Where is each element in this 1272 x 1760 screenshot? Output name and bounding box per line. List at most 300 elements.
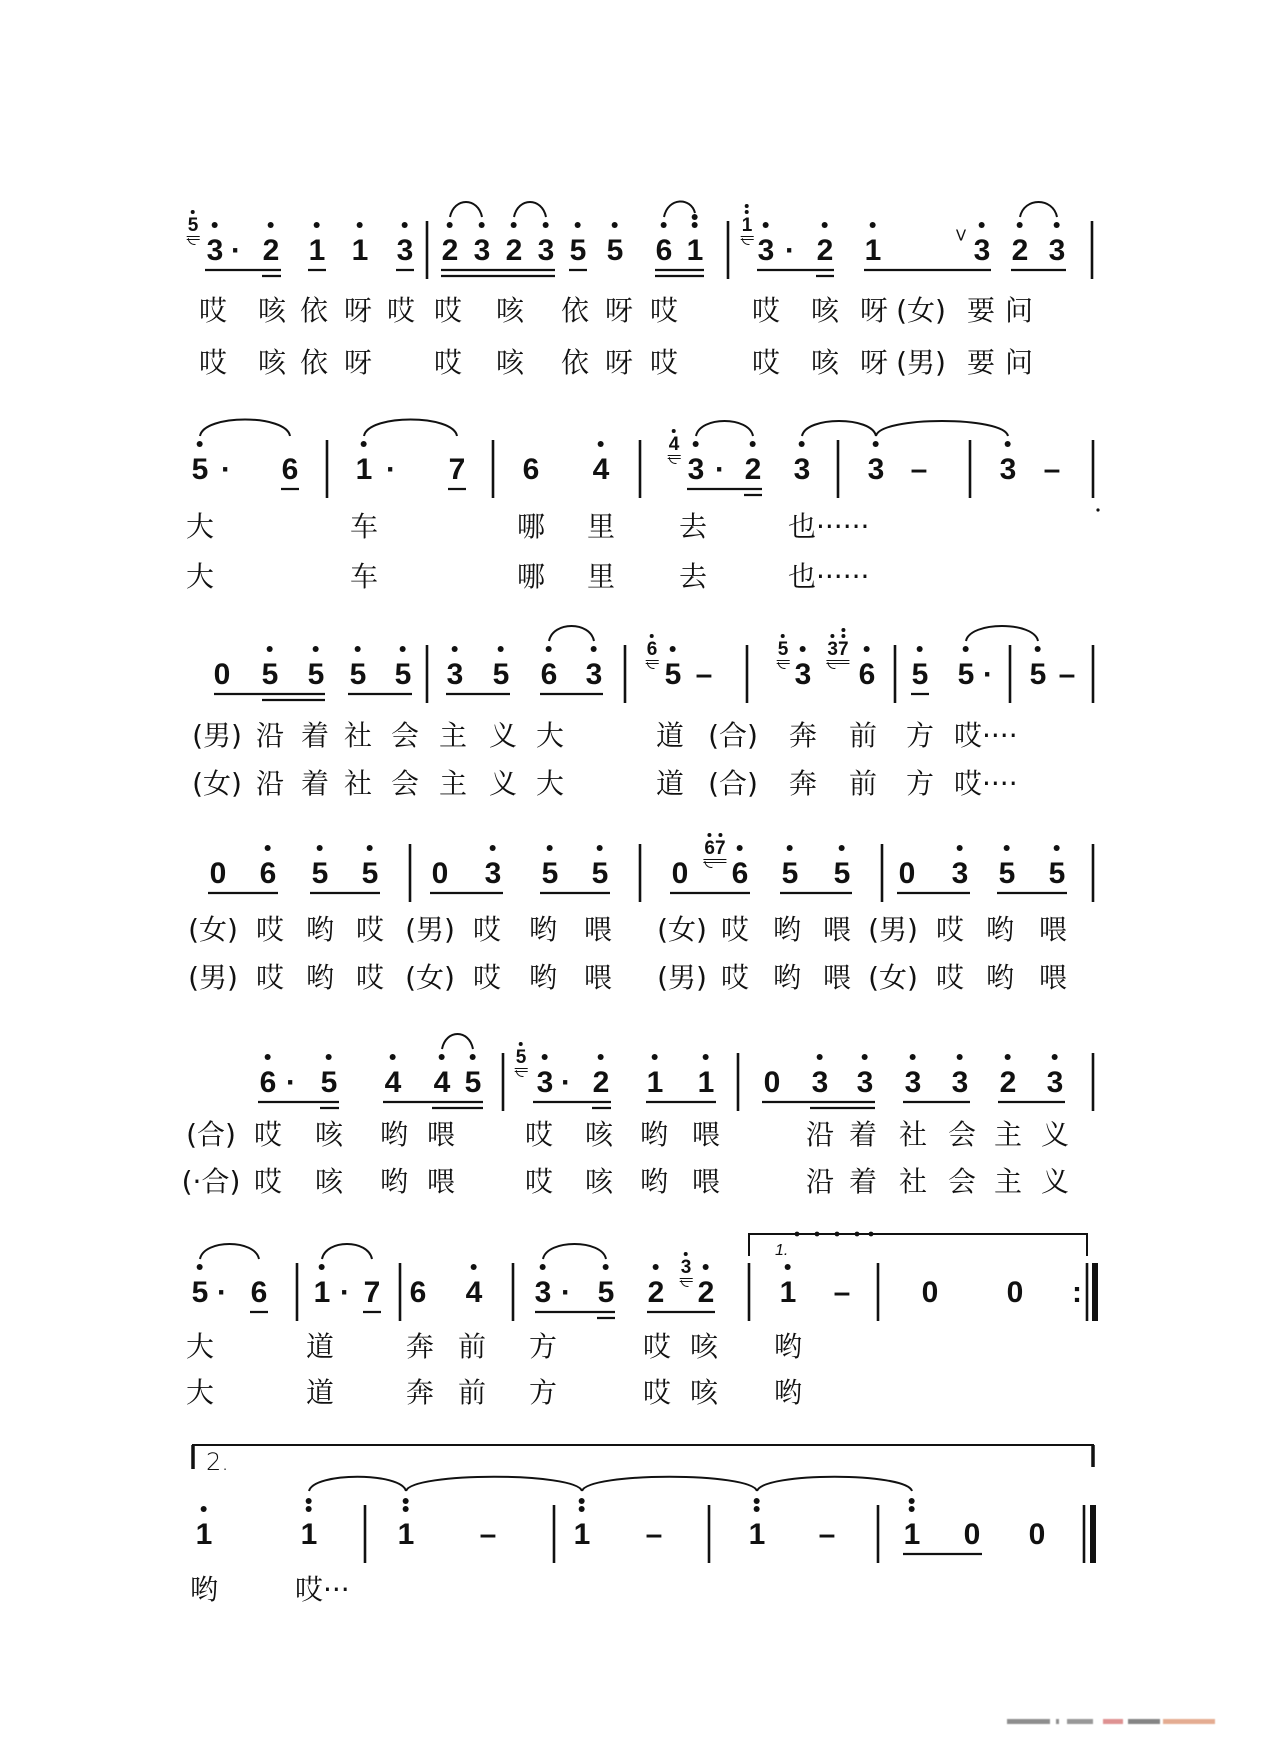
lyric-voice-part: (男) <box>192 719 242 752</box>
lyric: 喂 <box>583 913 613 946</box>
lyric-voice-part: (男) <box>188 961 238 994</box>
note: 5 <box>261 658 279 691</box>
note: 3 <box>999 453 1017 486</box>
note: 7 <box>448 453 466 486</box>
lyric: 哎 <box>642 1376 672 1409</box>
lyric: 咳 <box>584 1165 614 1198</box>
note: 1 <box>646 1066 664 1099</box>
note: 2 <box>697 1276 715 1309</box>
lyric: 沿 <box>255 719 285 752</box>
lyric: 哟 <box>985 913 1015 946</box>
beam-underlines <box>205 270 1070 1554</box>
lyric: 呀 <box>859 346 889 379</box>
note: 3 <box>473 234 491 267</box>
grace-digit: 4 <box>668 434 680 455</box>
lyric: 道 <box>655 719 685 752</box>
note: 1 <box>686 234 704 267</box>
lyric-voice-part: (女) <box>868 961 918 994</box>
note: 1 <box>397 1518 415 1551</box>
lyric: 哟 <box>639 1118 669 1151</box>
lyric: 方 <box>905 767 935 800</box>
lyric: 里 <box>586 560 616 593</box>
lyric: 主 <box>993 1165 1023 1198</box>
lyric: 哎 <box>524 1118 554 1151</box>
lyric-voice-part: (男) <box>896 346 946 379</box>
grace-note <box>741 216 754 240</box>
lyric: 方 <box>905 719 935 752</box>
lyric: 哎 <box>751 346 781 379</box>
lyric: 咳 <box>689 1376 719 1409</box>
lyric: 依 <box>560 346 590 379</box>
lyric: 呀 <box>343 294 373 327</box>
note: 2 <box>647 1276 665 1309</box>
grace-digit: 3 <box>827 639 838 660</box>
note: 5 <box>541 857 559 890</box>
lyric: 奔 <box>405 1330 435 1363</box>
lyric: 哟 <box>528 913 558 946</box>
grace-digit: 5 <box>515 1047 527 1068</box>
note: 1 <box>313 1276 331 1309</box>
extension-dash: – <box>818 1518 836 1551</box>
note: 6 <box>259 857 277 890</box>
volta-2-label: 2. <box>206 1448 229 1476</box>
lyric: 哎 <box>433 294 463 327</box>
note: 3 <box>973 234 991 267</box>
lyric: 哟 <box>772 913 802 946</box>
lyric: 大 <box>185 560 215 593</box>
note: 2 <box>1011 234 1029 267</box>
lyric: 哟 <box>379 1165 409 1198</box>
note: 5 <box>349 658 367 691</box>
lyric: 哟 <box>773 1376 803 1409</box>
note: 5 <box>911 658 929 691</box>
lyric: 奔 <box>788 719 818 752</box>
note: 2 <box>441 234 459 267</box>
lyric: 车 <box>349 510 379 543</box>
lyric: 咳 <box>257 294 287 327</box>
lyric: 方 <box>528 1330 558 1363</box>
lyric: 前 <box>457 1376 487 1409</box>
note: 4 <box>465 1276 483 1309</box>
augmentation-dot: · <box>983 658 993 691</box>
lyric-voice-part: (女) <box>405 961 455 994</box>
final-barlines <box>1090 508 1100 1563</box>
grace-note <box>777 640 790 664</box>
augmentation-dot: · <box>231 234 241 267</box>
lyric: 呀 <box>859 294 889 327</box>
lyric: 依 <box>299 294 329 327</box>
lyric: 前 <box>848 719 878 752</box>
lyric: 义 <box>1040 1118 1070 1151</box>
lyric: 哎 <box>198 346 228 379</box>
grace-digit: 5 <box>777 639 789 660</box>
lyric: 哎··· <box>295 1573 350 1606</box>
extension-dash: – <box>695 658 713 691</box>
note: 3 <box>811 1066 829 1099</box>
volta-1-label: 1. <box>775 1242 789 1259</box>
lyric: 大 <box>185 1330 215 1363</box>
note: 2 <box>816 234 834 267</box>
lyric: 哎···· <box>954 767 1018 800</box>
note: 5 <box>492 658 510 691</box>
grace-digit: 7 <box>715 838 726 859</box>
note: 3 <box>536 1066 554 1099</box>
lyric: 大 <box>535 719 565 752</box>
note: 1 <box>300 1518 318 1551</box>
note: 3 <box>687 453 705 486</box>
lyric: 奔 <box>405 1376 435 1409</box>
lyric: 哪 <box>516 510 546 543</box>
note: 6 <box>522 453 540 486</box>
volta-dots <box>795 1232 874 1237</box>
augmentation-dot: · <box>386 453 396 486</box>
lyric: 主 <box>993 1118 1023 1151</box>
note: 5 <box>1029 658 1047 691</box>
lyric: 咳 <box>689 1330 719 1363</box>
lyric: 咳 <box>584 1118 614 1151</box>
note: 2 <box>999 1066 1017 1099</box>
note: 5 <box>320 1066 338 1099</box>
lyric: 哎 <box>649 294 679 327</box>
grace-note-group <box>703 839 726 863</box>
rest: 0 <box>763 1066 781 1099</box>
lyric: 喂 <box>426 1165 456 1198</box>
lyric: 哟 <box>639 1165 669 1198</box>
lyric: 哎 <box>198 294 228 327</box>
lyric: 着 <box>848 1118 878 1151</box>
grace-note-group <box>826 640 849 664</box>
note: 5 <box>998 857 1016 890</box>
note: 3 <box>446 658 464 691</box>
lyric: 哎···· <box>954 719 1018 752</box>
rest: 0 <box>431 857 449 890</box>
rest: 0 <box>671 857 689 890</box>
note: 1 <box>903 1518 921 1551</box>
grace-digit: 7 <box>838 639 849 660</box>
lyric: 哎 <box>935 913 965 946</box>
note: 6 <box>259 1066 277 1099</box>
augmentation-dot: · <box>561 1066 571 1099</box>
lyric-voice-part: (男) <box>868 913 918 946</box>
lyric: 要 <box>966 294 996 327</box>
note: 3 <box>534 1276 552 1309</box>
lyric-voice-part: (女) <box>192 767 242 800</box>
lyric: 着 <box>300 767 330 800</box>
extension-dash: – <box>1058 658 1076 691</box>
note: 3 <box>793 453 811 486</box>
note: 5 <box>597 1276 615 1309</box>
note: 1 <box>355 453 373 486</box>
note: 3 <box>904 1066 922 1099</box>
lyric: 哎 <box>355 961 385 994</box>
lyric: 也······ <box>788 510 870 543</box>
lyric: 哟 <box>305 961 335 994</box>
lyric: 哎 <box>720 961 750 994</box>
lyric: 哎 <box>253 1165 283 1198</box>
extension-dash: – <box>1043 453 1061 486</box>
note: 1 <box>864 234 882 267</box>
lyric: 哎 <box>472 961 502 994</box>
note: 4 <box>433 1066 451 1099</box>
note: 3 <box>856 1066 874 1099</box>
note: 6 <box>655 234 673 267</box>
note: 3 <box>396 234 414 267</box>
note: 5 <box>311 857 329 890</box>
lyric: 哎 <box>935 961 965 994</box>
lyric: 哎 <box>524 1165 554 1198</box>
lyric: 大 <box>185 510 215 543</box>
lyric: 沿 <box>255 767 285 800</box>
lyric: 车 <box>349 560 379 593</box>
lyric: 沿 <box>805 1165 835 1198</box>
note: 5 <box>957 658 975 691</box>
lyric-voice-part: (男) <box>405 913 455 946</box>
lyric: 哎 <box>433 346 463 379</box>
watermark-mark <box>1128 1719 1160 1724</box>
note: 3 <box>537 234 555 267</box>
grace-note <box>680 1258 693 1282</box>
lyric: 哎 <box>255 913 285 946</box>
note: 5 <box>1048 857 1066 890</box>
lyric: 哟 <box>528 961 558 994</box>
extension-dash: – <box>833 1276 851 1309</box>
lyric: 哟 <box>985 961 1015 994</box>
augmentation-dot: · <box>340 1276 350 1309</box>
lyric: 哎 <box>253 1118 283 1151</box>
note: 7 <box>363 1276 381 1309</box>
lyric: 哟 <box>305 913 335 946</box>
note: 6 <box>250 1276 268 1309</box>
note: 4 <box>384 1066 402 1099</box>
lyric: 喂 <box>691 1118 721 1151</box>
lyric: 咳 <box>314 1165 344 1198</box>
lyric: 义 <box>1040 1165 1070 1198</box>
lyric: 社 <box>343 719 373 752</box>
lyric: 呀 <box>604 294 634 327</box>
grace-digit: 6 <box>704 838 715 859</box>
lyric: 会 <box>947 1118 977 1151</box>
lyric: 着 <box>848 1165 878 1198</box>
augmentation-dot: · <box>785 234 795 267</box>
note: 1 <box>573 1518 591 1551</box>
augmentation-dot: · <box>561 1276 571 1309</box>
grace-note <box>646 640 659 664</box>
lyric: 咳 <box>257 346 287 379</box>
grace-note <box>187 216 200 240</box>
note: 5 <box>606 234 624 267</box>
augmentation-dot: · <box>715 453 725 486</box>
lyric: 咳 <box>495 294 525 327</box>
lyric: 喂 <box>1038 961 1068 994</box>
lyric: 主 <box>438 767 468 800</box>
lyric: 会 <box>390 767 420 800</box>
lyric: 哟 <box>189 1573 219 1606</box>
note: 3 <box>1046 1066 1064 1099</box>
lyric: 咳 <box>810 346 840 379</box>
note: 3 <box>585 658 603 691</box>
lyric: 哎 <box>642 1330 672 1363</box>
note: 3 <box>484 857 502 890</box>
lyric-voice-part: (女) <box>188 913 238 946</box>
rest: 0 <box>898 857 916 890</box>
rest: 0 <box>963 1518 981 1551</box>
lyric: 呀 <box>604 346 634 379</box>
extension-dash: – <box>910 453 928 486</box>
watermark-mark <box>1056 1719 1059 1724</box>
lyric: 主 <box>438 719 468 752</box>
rest: 0 <box>213 658 231 691</box>
note: 5 <box>361 857 379 890</box>
repeat-sign-dots: : <box>1072 1276 1082 1309</box>
lyric: 社 <box>898 1118 928 1151</box>
rest: 0 <box>1006 1276 1024 1309</box>
lyric: 喂 <box>691 1165 721 1198</box>
note: 3 <box>951 857 969 890</box>
watermark-mark <box>1163 1719 1215 1724</box>
note: 5 <box>464 1066 482 1099</box>
note: 6 <box>540 658 558 691</box>
lyric: 道 <box>305 1330 335 1363</box>
note: 1 <box>779 1276 797 1309</box>
watermark-mark <box>1103 1719 1123 1724</box>
lyric-voice-part: (女) <box>896 294 946 327</box>
lyric: 喂 <box>822 913 852 946</box>
breath-mark: V <box>955 226 967 245</box>
note: 2 <box>592 1066 610 1099</box>
note: 5 <box>664 658 682 691</box>
lyric: 去 <box>678 560 708 593</box>
note: 5 <box>191 453 209 486</box>
lyric: 哎 <box>720 913 750 946</box>
lyric: 呀 <box>343 346 373 379</box>
lyric: 道 <box>655 767 685 800</box>
lyric: 喂 <box>583 961 613 994</box>
lyric: 会 <box>390 719 420 752</box>
note: 5 <box>394 658 412 691</box>
grace-note <box>515 1048 528 1072</box>
note: 5 <box>307 658 325 691</box>
lyric: 前 <box>848 767 878 800</box>
note: 5 <box>833 857 851 890</box>
note: 3 <box>951 1066 969 1099</box>
note: 3 <box>867 453 885 486</box>
lyric: 也······ <box>788 560 870 593</box>
lyric: 方 <box>528 1376 558 1409</box>
note: 3 <box>206 234 224 267</box>
note: 6 <box>731 857 749 890</box>
rest: 0 <box>1028 1518 1046 1551</box>
note: 1 <box>195 1518 213 1551</box>
note: 6 <box>281 453 299 486</box>
lyric: 哎 <box>751 294 781 327</box>
lyric: 咳 <box>810 294 840 327</box>
lyric: 道 <box>305 1376 335 1409</box>
watermark-mark <box>1007 1719 1050 1724</box>
lyric: 大 <box>535 767 565 800</box>
lyric: 要 <box>966 346 996 379</box>
note: 4 <box>592 453 610 486</box>
lyric-voice-part: (合) <box>708 719 758 752</box>
grace-note <box>668 435 681 459</box>
lyric: 哟 <box>772 961 802 994</box>
note: 6 <box>409 1276 427 1309</box>
lyric: 哟 <box>773 1330 803 1363</box>
note: 1 <box>351 234 369 267</box>
lyric: 哎 <box>472 913 502 946</box>
lyric: 去 <box>678 510 708 543</box>
note: 5 <box>569 234 587 267</box>
lyric: 社 <box>898 1165 928 1198</box>
lyric: 依 <box>560 294 590 327</box>
lyric-voice-part: (男) <box>657 961 707 994</box>
grace-digit: 5 <box>187 215 199 236</box>
lyric-voice-part: (合) <box>708 767 758 800</box>
lyric: 喂 <box>822 961 852 994</box>
grace-digit: 3 <box>680 1257 692 1278</box>
note: 5 <box>781 857 799 890</box>
extension-dash: – <box>645 1518 663 1551</box>
note: 3 <box>1048 234 1066 267</box>
note: 5 <box>191 1276 209 1309</box>
lyric: 问 <box>1004 294 1034 327</box>
note: 3 <box>757 234 775 267</box>
lyric: 着 <box>300 719 330 752</box>
lyric-voice-part: (·合) <box>181 1165 241 1198</box>
note: 3 <box>794 658 812 691</box>
augmentation-dot: · <box>217 1276 227 1309</box>
lyric: 喂 <box>426 1118 456 1151</box>
lyric: 喂 <box>1038 913 1068 946</box>
note: 1 <box>308 234 326 267</box>
note: 1 <box>748 1518 766 1551</box>
note: 2 <box>744 453 762 486</box>
watermark-mark <box>1067 1719 1093 1724</box>
augmentation-dot: · <box>286 1066 296 1099</box>
lyric: 哎 <box>386 294 416 327</box>
lyric: 哎 <box>355 913 385 946</box>
augmentation-dot: · <box>221 453 231 486</box>
lyric: 奔 <box>788 767 818 800</box>
note: 1 <box>697 1066 715 1099</box>
grace-digit: 1 <box>741 215 753 236</box>
lyric: 咳 <box>314 1118 344 1151</box>
lyric: 哪 <box>516 560 546 593</box>
lyric: 沿 <box>805 1118 835 1151</box>
lyric: 前 <box>457 1330 487 1363</box>
lyric: 哎 <box>649 346 679 379</box>
rest: 0 <box>921 1276 939 1309</box>
lyric: 大 <box>185 1376 215 1409</box>
lyric: 义 <box>488 719 518 752</box>
lyric: 问 <box>1004 346 1034 379</box>
grace-digit: 6 <box>646 639 658 660</box>
lyric: 里 <box>586 510 616 543</box>
lyric: 依 <box>299 346 329 379</box>
lyric: 咳 <box>495 346 525 379</box>
lyric: 义 <box>488 767 518 800</box>
lyric: 哟 <box>379 1118 409 1151</box>
lyric: 社 <box>343 767 373 800</box>
extension-dash: – <box>479 1518 497 1551</box>
lyric: 会 <box>947 1165 977 1198</box>
note: 2 <box>262 234 280 267</box>
note: 5 <box>591 857 609 890</box>
note: 6 <box>858 658 876 691</box>
lyric-voice-part: (合) <box>186 1118 236 1151</box>
note: 2 <box>505 234 523 267</box>
lyric: 哎 <box>255 961 285 994</box>
rest: 0 <box>209 857 227 890</box>
